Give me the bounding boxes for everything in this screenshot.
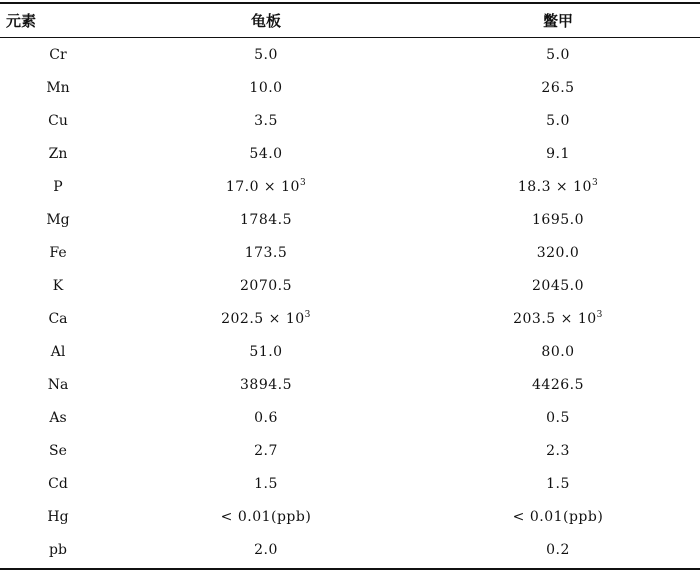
bie-jia-cell bbox=[416, 377, 700, 393]
table-row bbox=[0, 434, 700, 467]
bie-jia-cell bbox=[416, 146, 700, 162]
header-element: 元素 bbox=[6, 12, 37, 30]
gui-ban-cell bbox=[116, 542, 416, 558]
table-row bbox=[0, 302, 700, 335]
element-cell: As bbox=[49, 409, 67, 426]
gui-ban-cell bbox=[116, 245, 416, 261]
gui-ban-cell-value: 51.0 bbox=[249, 343, 283, 360]
bie-jia-cell bbox=[416, 410, 700, 426]
gui-ban-cell-value: 1784.5 bbox=[240, 211, 292, 228]
bottom-rule bbox=[0, 568, 700, 570]
bie-jia-cell bbox=[416, 179, 700, 195]
element-cell: Cu bbox=[48, 112, 68, 129]
element-cell: Mg bbox=[46, 211, 70, 228]
gui-ban-cell bbox=[116, 311, 416, 327]
gui-ban-cell bbox=[116, 509, 416, 525]
bie-jia-cell bbox=[416, 212, 700, 228]
bie-jia-cell-value: 5.0 bbox=[546, 112, 570, 129]
gui-ban-cell bbox=[116, 410, 416, 426]
table-row bbox=[0, 38, 700, 71]
bie-jia-cell bbox=[416, 245, 700, 261]
element-cell: K bbox=[52, 277, 64, 294]
table-row bbox=[0, 137, 700, 170]
gui-ban-cell-value: 2.7 bbox=[254, 442, 278, 459]
bie-jia-cell-value: 26.5 bbox=[541, 79, 575, 96]
element-cell: Ca bbox=[48, 310, 68, 327]
element-cell: pb bbox=[49, 541, 67, 558]
element-cell: Mn bbox=[46, 79, 70, 96]
table-row bbox=[0, 104, 700, 137]
table-row bbox=[0, 368, 700, 401]
table-row bbox=[0, 335, 700, 368]
gui-ban-cell-value: 2070.5 bbox=[240, 277, 292, 294]
bie-jia-cell-value: < 0.01(ppb) bbox=[512, 508, 604, 525]
element-cell: Fe bbox=[49, 244, 67, 261]
table-row bbox=[0, 269, 700, 302]
bie-jia-cell-exponent: 3 bbox=[596, 309, 603, 320]
gui-ban-cell-value: 10.0 bbox=[249, 79, 283, 96]
table-row bbox=[0, 170, 700, 203]
table-row bbox=[0, 467, 700, 500]
element-cell: Na bbox=[47, 376, 69, 393]
table-header bbox=[0, 4, 700, 37]
bie-jia-cell bbox=[416, 476, 700, 492]
bie-jia-cell bbox=[416, 311, 700, 327]
gui-ban-cell bbox=[116, 80, 416, 96]
bie-jia-cell-value: 9.1 bbox=[546, 145, 570, 162]
gui-ban-cell bbox=[116, 47, 416, 63]
gui-ban-cell bbox=[116, 443, 416, 459]
bie-jia-cell-value: 0.2 bbox=[546, 541, 570, 558]
gui-ban-cell bbox=[116, 476, 416, 492]
bie-jia-cell-value: 18.3 × 10 bbox=[517, 178, 592, 195]
bie-jia-cell-value: 1695.0 bbox=[532, 211, 584, 228]
bie-jia-cell-exponent: 3 bbox=[591, 177, 599, 188]
bie-jia-cell bbox=[416, 542, 700, 558]
table-row bbox=[0, 533, 700, 566]
table-row bbox=[0, 71, 700, 104]
bie-jia-cell-value: 2045.0 bbox=[532, 277, 584, 294]
gui-ban-cell-value: 3894.5 bbox=[240, 376, 292, 393]
gui-ban-cell bbox=[116, 179, 416, 195]
gui-ban-cell-value: 2.0 bbox=[254, 541, 278, 558]
bie-jia-cell bbox=[416, 113, 700, 129]
gui-ban-cell-value: 173.5 bbox=[244, 244, 288, 261]
bie-jia-cell-value: 5.0 bbox=[546, 46, 570, 63]
header-bie-jia: 鳖甲 bbox=[542, 12, 573, 30]
bie-jia-cell-value: 203.5 × 10 bbox=[513, 310, 597, 327]
bie-jia-cell-value: 80.0 bbox=[541, 343, 575, 360]
table-row bbox=[0, 203, 700, 236]
gui-ban-cell bbox=[116, 377, 416, 393]
table-row bbox=[0, 500, 700, 533]
bie-jia-cell-value: 4426.5 bbox=[532, 376, 584, 393]
element-cell: Cr bbox=[49, 46, 67, 63]
gui-ban-cell-value: 202.5 × 10 bbox=[221, 310, 305, 327]
gui-ban-cell-value: 17.0 × 10 bbox=[225, 178, 300, 195]
gui-ban-cell-value: < 0.01(ppb) bbox=[220, 508, 312, 525]
gui-ban-cell-value: 1.5 bbox=[254, 475, 278, 492]
element-cell: Se bbox=[49, 442, 67, 459]
gui-ban-cell-value: 0.6 bbox=[254, 409, 278, 426]
table-body bbox=[0, 38, 700, 566]
header-gui-ban: 龟板 bbox=[250, 12, 281, 30]
table-row bbox=[0, 236, 700, 269]
bie-jia-cell bbox=[416, 344, 700, 360]
gui-ban-cell-exponent: 3 bbox=[304, 309, 311, 320]
bie-jia-cell-value: 1.5 bbox=[546, 475, 570, 492]
gui-ban-cell bbox=[116, 344, 416, 360]
bie-jia-cell bbox=[416, 443, 700, 459]
bie-jia-cell bbox=[416, 509, 700, 525]
gui-ban-cell-exponent: 3 bbox=[299, 177, 307, 188]
bie-jia-cell-value: 0.5 bbox=[546, 409, 570, 426]
gui-ban-cell-value: 3.5 bbox=[254, 112, 278, 129]
gui-ban-cell-value: 5.0 bbox=[254, 46, 278, 63]
bie-jia-cell-value: 2.3 bbox=[546, 442, 570, 459]
gui-ban-cell bbox=[116, 146, 416, 162]
element-cell: Al bbox=[50, 343, 66, 360]
bie-jia-cell-value: 320.0 bbox=[536, 244, 580, 261]
bie-jia-cell bbox=[416, 278, 700, 294]
element-cell: P bbox=[53, 178, 63, 195]
bie-jia-cell bbox=[416, 47, 700, 63]
gui-ban-cell bbox=[116, 212, 416, 228]
gui-ban-cell bbox=[116, 278, 416, 294]
element-cell: Hg bbox=[47, 508, 69, 525]
gui-ban-cell-value: 54.0 bbox=[249, 145, 283, 162]
bie-jia-cell bbox=[416, 80, 700, 96]
element-cell: Zn bbox=[48, 145, 68, 162]
element-cell: Cd bbox=[48, 475, 68, 492]
gui-ban-cell bbox=[116, 113, 416, 129]
table-row bbox=[0, 401, 700, 434]
